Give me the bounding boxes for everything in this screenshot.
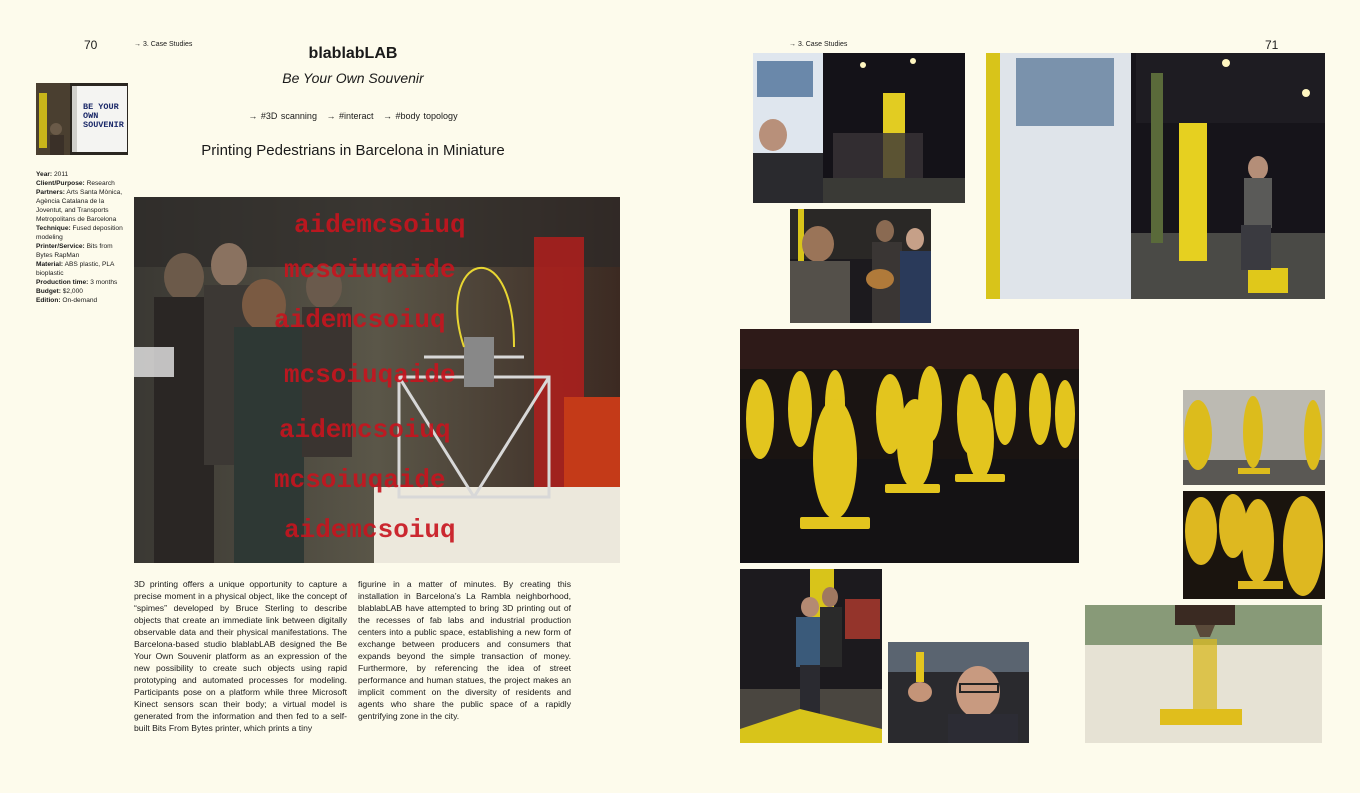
meta-budget: Budget: $2,000 [36, 288, 83, 295]
svg-text:aidemcsoiuq: aidemcsoiuq [274, 305, 446, 335]
tag-3d-scanning[interactable]: → #3D scanning [248, 111, 317, 121]
meta-printer: Printer/Service: Bits from Bytes RapMan [36, 243, 113, 259]
tag-list [153, 111, 553, 121]
meta-edition: Edition: On-demand [36, 297, 98, 304]
tag-interact[interactable]: → #interact [326, 111, 374, 121]
svg-text:mcsoiuqaide: mcsoiuqaide [274, 465, 446, 495]
thumbnail-sign-text: BE YOUR OWN SOUVENIR [83, 102, 124, 130]
svg-text:aidemcsoiuq: aidemcsoiuq [284, 515, 456, 545]
photo-figurines-closeup-1 [1183, 390, 1325, 485]
project-title: Be Your Own Souvenir [282, 70, 424, 86]
svg-text:mcsoiuqaide: mcsoiuqaide [284, 255, 456, 285]
breadcrumb-left: → 3. Case Studies [134, 41, 193, 48]
main-photo-printer-window [134, 197, 620, 563]
body-text-column-1: 3D printing offers a unique opportunity to capture a precise moment in a physical object, like the concept of “spimes” developed by Bruce Sterling to describe objects that create an immediate link between digitally observable data and their physical manifestations. The Barcelona-based studio blablabLAB designed the Be Your Own Souvenir platform as an expression of the new possibility to create such objects using rapid prototyping and automated processes for modeling. Participants pose on a platform while three Microsoft Kinect sensors scan their body; a virtual model is generated from the information and then fed to a self-built Bits From Bytes printer, which prints a tiny [134, 579, 347, 733]
page-number-left: 70 [84, 38, 98, 52]
page-number-right: 71 [1265, 38, 1279, 52]
photo-man-holding-figurine [888, 642, 1029, 743]
svg-text:mcsoiuqaide: mcsoiuqaide [284, 360, 456, 390]
photo-figurines-closeup-2 [1183, 491, 1325, 599]
article-heading: Printing Pedestrians in Barcelona in Miniature [201, 142, 505, 159]
meta-production-time: Production time: 3 months [36, 279, 118, 286]
photo-yellow-figurines [740, 329, 1079, 563]
studio-title: blablabLAB [308, 45, 398, 62]
svg-text:aidemcsoiuq: aidemcsoiuq [294, 210, 466, 240]
meta-partners: Partners: Arts Santa Mònica, Agència Catalana de la Joventut, and Transports Metropolitans de Barcelona [36, 189, 123, 223]
photo-person-posing-kiosk [986, 53, 1325, 299]
meta-technique: Technique: Fused deposition modeling [36, 225, 123, 241]
meta-year: Year: 2011 [36, 171, 69, 178]
meta-material: Material: ABS plastic, PLA bioplastic [36, 261, 115, 277]
photo-woman-on-platform [740, 569, 882, 743]
photo-street-guitarist [790, 209, 931, 323]
project-metadata [36, 170, 128, 305]
photo-printer-nozzle-closeup [1085, 605, 1322, 743]
breadcrumb-right: → 3. Case Studies [789, 41, 848, 48]
tag-body-topology[interactable]: → #body topology [383, 111, 458, 121]
meta-client: Client/Purpose: Research [36, 180, 115, 187]
svg-text:aidemcsoiuq: aidemcsoiuq [279, 415, 451, 445]
thumbnail-kiosk-photo [36, 83, 128, 155]
photo-night-kiosk-camera [753, 53, 965, 203]
body-text-column-2: figurine in a matter of minutes. By creating this installation in Barcelona’s La Rambla neighborhood, blablabLAB have attempted to bring 3D printing out of the recesses of fab labs and industrial production centers into a public space, establishing a new form of exchange between producers and consumers that expands beyond the simple transaction of money. Furthermore, by referencing the idea of street performance and human statues, the project makes an implicit comment on the diversity of residents and agents who share the public space of a rapidly gentrifying zone in the city. [358, 579, 571, 721]
